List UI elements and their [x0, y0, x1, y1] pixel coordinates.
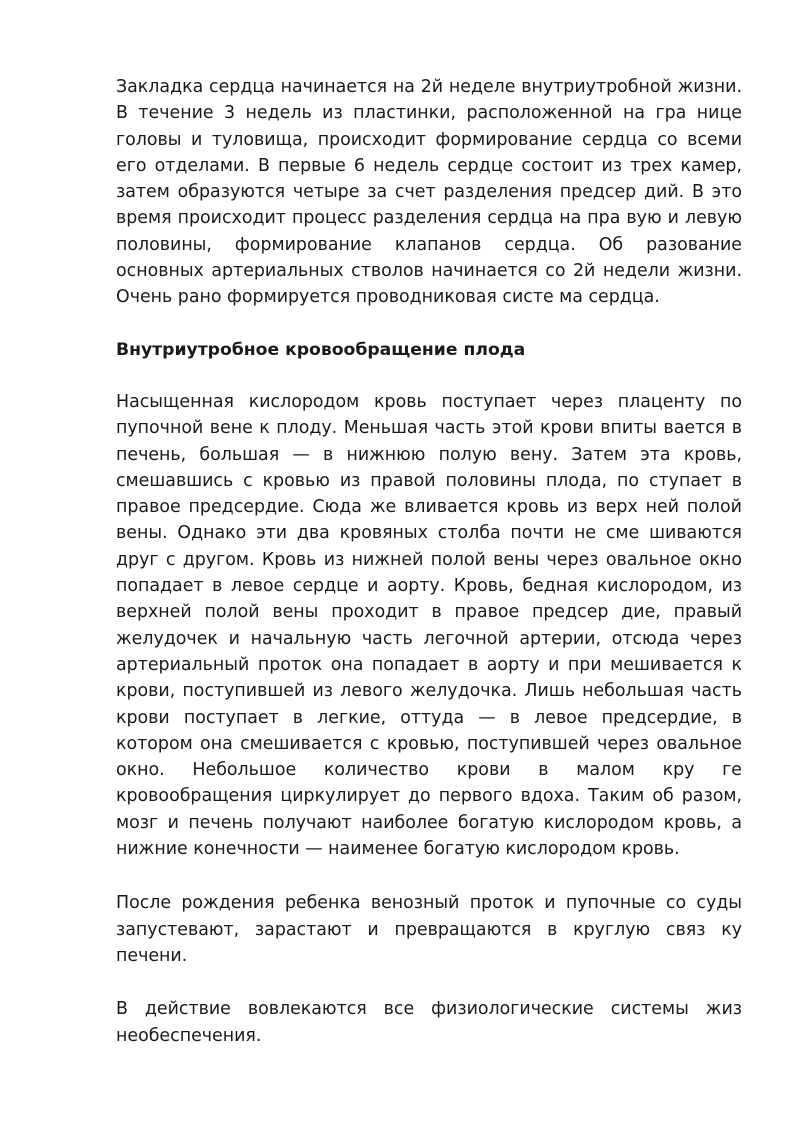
- intro-paragraph: Закладка сердца начинается на 2й неделе внутриутробной жизни. В течение 3 недель из пластинки, расположенной на гра нице головы и туловища, происходит формирование сердца со всеми его отделами. В первые 6 недель сердце состоит из трех камер, затем образуются четыре за счет разделения предсер дий. В это время происходит процесс разделения сердца на пра вую и левую половины, формирование клапанов сердца. Об разование основных артериальных стволов начинается со 2й недели жизни. Очень рано формируется проводниковая систе ма сердца.: [116, 77, 742, 308]
- systems-paragraph: В действие вовлекаются все физиологические системы жиз необеспечения.: [116, 999, 742, 1046]
- document-page: [116, 74, 742, 1049]
- section-heading: Внутриутробное кровообращение плода: [116, 339, 526, 360]
- circulation-paragraph: Насыщенная кислородом кровь поступает через плаценту по пупочной вене к плоду. Меньшая часть этой крови впиты вается в печень, большая — в нижнюю полую вену. Затем эта кровь, смешавшись с кровью из правой половины плода, по ступает в правое предсердие. Сюда же вливается кровь из верх ней полой вены. Однако эти два кровяных столба почти не сме шиваются друг с другом. Кровь из нижней полой вены через овальное окно попадает в левое сердце и аорту. Кровь, бедная кислородом, из верхней полой вены проходит в правое предсер дие, правый желудочек и начальную часть легочной артерии, отсюда через артериальный проток она попадает в аорту и при мешивается к крови, поступившей из левого желудочка. Лишь небольшая часть крови поступает в легкие, оттуда — в левое предсердие, в котором она смешивается с кровью, поступившей через овальное окно. Небольшое количество крови в малом кру ге кровообращения циркулирует до первого вдоха. Таким об разом, мозг и печень получают наиболее богатую кислородом кровь, а нижние конечности — наименее богатую кислородом кровь.: [116, 391, 742, 860]
- after-birth-paragraph: После рождения ребенка венозный проток и пупочные со суды запустевают, зарастают и превращаются в круглую связ ку печени.: [116, 893, 742, 966]
